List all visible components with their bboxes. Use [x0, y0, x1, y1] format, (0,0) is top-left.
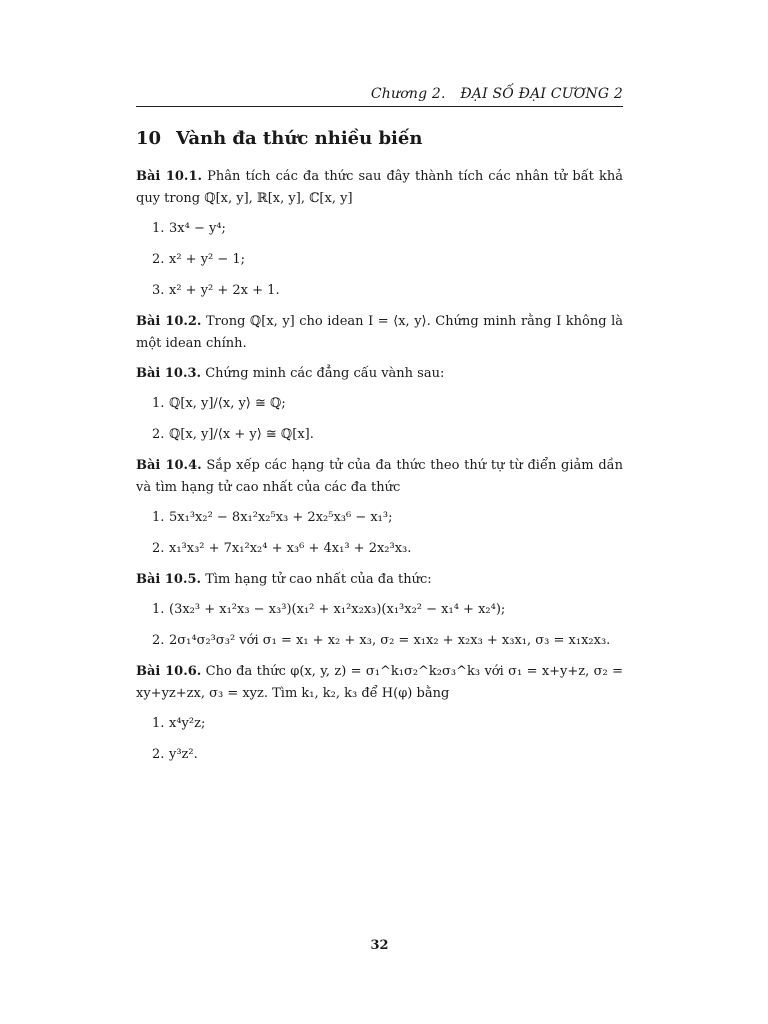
item-text: x² + y² + 2x + 1. — [169, 283, 280, 298]
list-item — [152, 713, 623, 735]
item-text: ℚ[x, y]/⟨x + y⟩ ≅ ℚ[x]. — [169, 427, 314, 442]
list-item — [152, 218, 623, 240]
item-text: x⁴y²z; — [169, 716, 206, 731]
problem-label: Bài 10.3. — [136, 366, 202, 381]
problem-label: Bài 10.6. — [136, 664, 202, 679]
item-number: 1. — [152, 716, 165, 731]
item-number: 1. — [152, 221, 165, 236]
problem-text: Tìm hạng tử cao nhất của đa thức: — [205, 572, 432, 587]
item-number: 1. — [152, 396, 165, 411]
section-number: 10 — [136, 128, 162, 149]
list-item — [152, 280, 623, 302]
problem-text: Phân tích các đa thức sau đây thành tích các nhân tử bất khả quy trong ℚ[x, y], ℝ[x, y], ℂ[x, y] — [136, 169, 623, 206]
item-text: 3x⁴ − y⁴; — [169, 221, 226, 236]
problem-10-5-items — [136, 599, 623, 652]
list-item — [152, 507, 623, 529]
list-item — [152, 630, 623, 652]
item-text: y³z². — [169, 747, 198, 762]
item-number: 2. — [152, 427, 165, 442]
problem-10-1-items — [136, 218, 623, 302]
item-text: x² + y² − 1; — [169, 252, 246, 267]
chapter-label: Chương 2. — [370, 86, 446, 102]
item-number: 3. — [152, 283, 165, 298]
problem-label: Bài 10.2. — [136, 314, 202, 329]
problem-text: Chứng minh các đẳng cấu vành sau: — [205, 366, 445, 381]
list-item — [152, 538, 623, 560]
chapter-title: ĐẠI SỐ ĐẠI CƯƠNG 2 — [460, 86, 623, 102]
problem-10-4-items — [136, 507, 623, 560]
list-item — [152, 744, 623, 766]
item-number: 1. — [152, 602, 165, 617]
item-text: 2σ₁⁴σ₂³σ₃² với σ₁ = x₁ + x₂ + x₃, σ₂ = x₁x₂ + x₂x₃ + x₃x₁, σ₃ = x₁x₂x₃. — [169, 633, 611, 648]
problem-10-5 — [136, 569, 623, 591]
item-number: 1. — [152, 510, 165, 525]
problem-label: Bài 10.4. — [136, 458, 202, 473]
item-text: 5x₁³x₂² − 8x₁²x₂⁵x₃ + 2x₂⁵x₃⁶ − x₁³; — [169, 510, 393, 525]
item-number: 2. — [152, 541, 165, 556]
page-content — [136, 126, 623, 775]
list-item — [152, 424, 623, 446]
problem-10-4 — [136, 455, 623, 499]
problem-10-6 — [136, 661, 623, 705]
problem-10-3 — [136, 363, 623, 385]
section-heading — [136, 126, 623, 152]
problem-label: Bài 10.1. — [136, 169, 203, 184]
item-number: 2. — [152, 252, 165, 267]
problem-10-6-items — [136, 713, 623, 766]
problem-text: Sắp xếp các hạng tử của đa thức theo thứ tự từ điển giảm dần và tìm hạng tử cao nhất của các đa thức — [136, 458, 623, 495]
problem-10-2 — [136, 311, 623, 355]
page-number: 32 — [370, 938, 389, 953]
item-number: 2. — [152, 747, 165, 762]
item-text: ℚ[x, y]/⟨x, y⟩ ≅ ℚ; — [169, 396, 286, 411]
header-rule — [136, 106, 623, 107]
list-item — [152, 599, 623, 621]
problem-text: Trong ℚ[x, y] cho idean I = ⟨x, y⟩. Chứng minh rằng I không là một idean chính. — [136, 314, 623, 351]
problem-10-1 — [136, 166, 623, 210]
problem-label: Bài 10.5. — [136, 572, 202, 587]
item-number: 2. — [152, 633, 165, 648]
problem-text: Cho đa thức φ(x, y, z) = σ₁^k₁σ₂^k₂σ₃^k₃ với σ₁ = x+y+z, σ₂ = xy+yz+zx, σ₃ = xyz. Tìm k₁, k₂, k₃ để H(φ) bằng — [136, 664, 623, 701]
list-item — [152, 393, 623, 415]
list-item — [152, 249, 623, 271]
item-text: (3x₂³ + x₁²x₃ − x₃³)(x₁² + x₁²x₂x₃)(x₁³x₂² − x₁⁴ + x₂⁴); — [169, 602, 506, 617]
problem-10-3-items — [136, 393, 623, 446]
item-text: x₁³x₃² + 7x₁²x₂⁴ + x₃⁶ + 4x₁³ + 2x₂³x₃. — [169, 541, 412, 556]
running-header — [136, 86, 623, 102]
section-title: Vành đa thức nhiều biến — [176, 128, 423, 149]
